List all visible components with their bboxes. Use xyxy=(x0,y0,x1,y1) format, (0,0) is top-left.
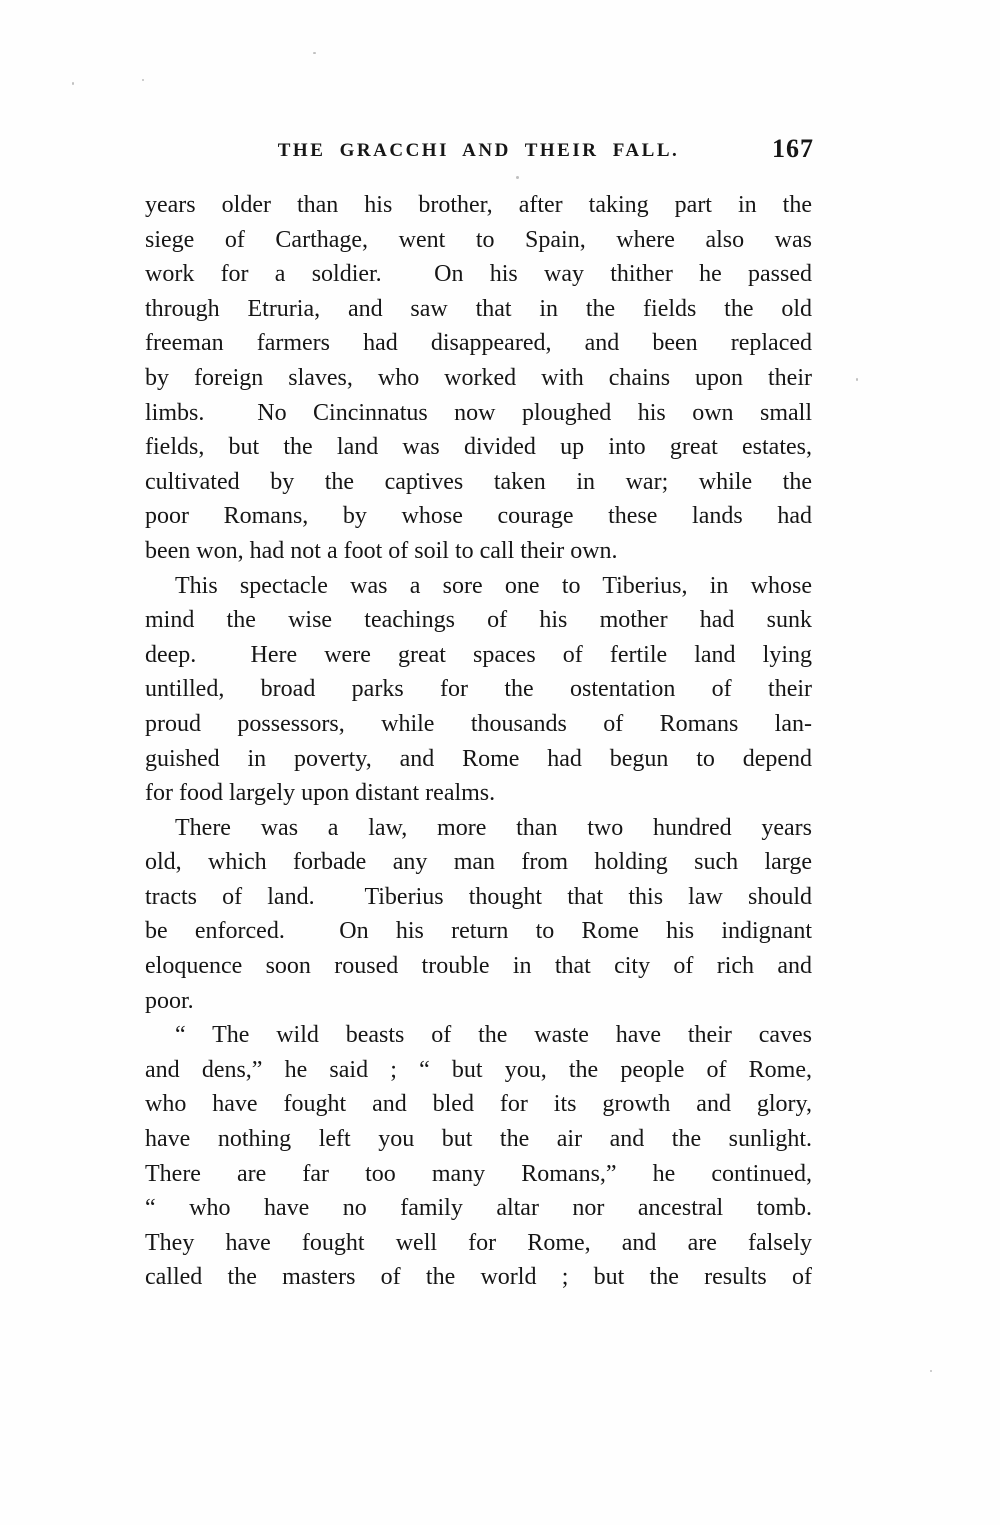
paragraph xyxy=(145,569,812,811)
scan-speckle xyxy=(313,52,316,54)
paragraph xyxy=(145,811,812,1019)
text-line: tracts of land. Tiberius thought that this law should xyxy=(145,883,812,910)
text-line: siege of Carthage, went to Spain, where also was xyxy=(145,226,812,253)
text-line: There was a law, more than two hundred years xyxy=(175,814,812,841)
scan-speckle xyxy=(930,1370,932,1372)
running-title: THE GRACCHI AND THEIR FALL. xyxy=(277,140,680,161)
text-line: eloquence soon roused trouble in that city of rich and xyxy=(145,953,812,980)
text-line: This spectacle was a sore one to Tiberius, in whose xyxy=(175,572,812,599)
text-line: have nothing left you but the air and the sunlight. xyxy=(145,1126,812,1153)
text-line: poor. xyxy=(145,987,194,1014)
text-line: guished in poverty, and Rome had begun to depend xyxy=(145,745,812,772)
text-line: called the masters of the world ; but the results of xyxy=(145,1264,812,1291)
paragraph xyxy=(145,1018,812,1295)
text-line: proud possessors, while thousands of Romans lan- xyxy=(145,710,812,737)
text-line: cultivated by the captives taken in war; while the xyxy=(145,468,812,495)
text-line: limbs. No Cincinnatus now ploughed his own small xyxy=(145,399,812,426)
text-line: mind the wise teachings of his mother had sunk xyxy=(145,607,812,634)
page-header xyxy=(145,136,812,170)
text-line: freeman farmers had disappeared, and been replaced xyxy=(145,330,812,357)
text-line: by foreign slaves, who worked with chains upon their xyxy=(145,364,812,391)
text-line: poor Romans, by whose courage these lands had xyxy=(145,503,812,530)
text-line: who have fought and bled for its growth and glory, xyxy=(145,1091,812,1118)
text-line: work for a soldier. On his way thither he passed xyxy=(145,261,812,288)
text-line: deep. Here were great spaces of fertile land lying xyxy=(145,641,812,668)
text-line: untilled, broad parks for the ostentation of their xyxy=(145,676,812,703)
page-number: 167 xyxy=(772,134,814,163)
scan-speckle xyxy=(856,378,858,381)
scan-speckle xyxy=(516,176,519,179)
scan-speckle xyxy=(142,79,144,81)
text-line: be enforced. On his return to Rome his indignant xyxy=(145,918,812,945)
text-line: been won, had not a foot of soil to call their own. xyxy=(145,537,618,564)
text-line: and dens,” he said ; “ but you, the people of Rome, xyxy=(145,1056,812,1083)
text-line: They have fought well for Rome, and are falsely xyxy=(145,1229,812,1256)
text-line: for food largely upon distant realms. xyxy=(145,780,496,807)
body-text xyxy=(145,188,812,1295)
paragraph xyxy=(145,188,812,569)
text-line: through Etruria, and saw that in the fields the old xyxy=(145,295,812,322)
text-line: “ who have no family altar nor ancestral tomb. xyxy=(145,1195,812,1222)
text-line: old, which forbade any man from holding such large xyxy=(145,849,812,876)
scan-speckle xyxy=(72,82,74,85)
text-line: There are far too many Romans,” he continued, xyxy=(145,1160,812,1187)
text-line: “ The wild beasts of the waste have their caves xyxy=(175,1022,812,1049)
text-line: years older than his brother, after taking part in the xyxy=(145,192,812,218)
text-line: fields, but the land was divided up into great estates, xyxy=(145,434,812,461)
